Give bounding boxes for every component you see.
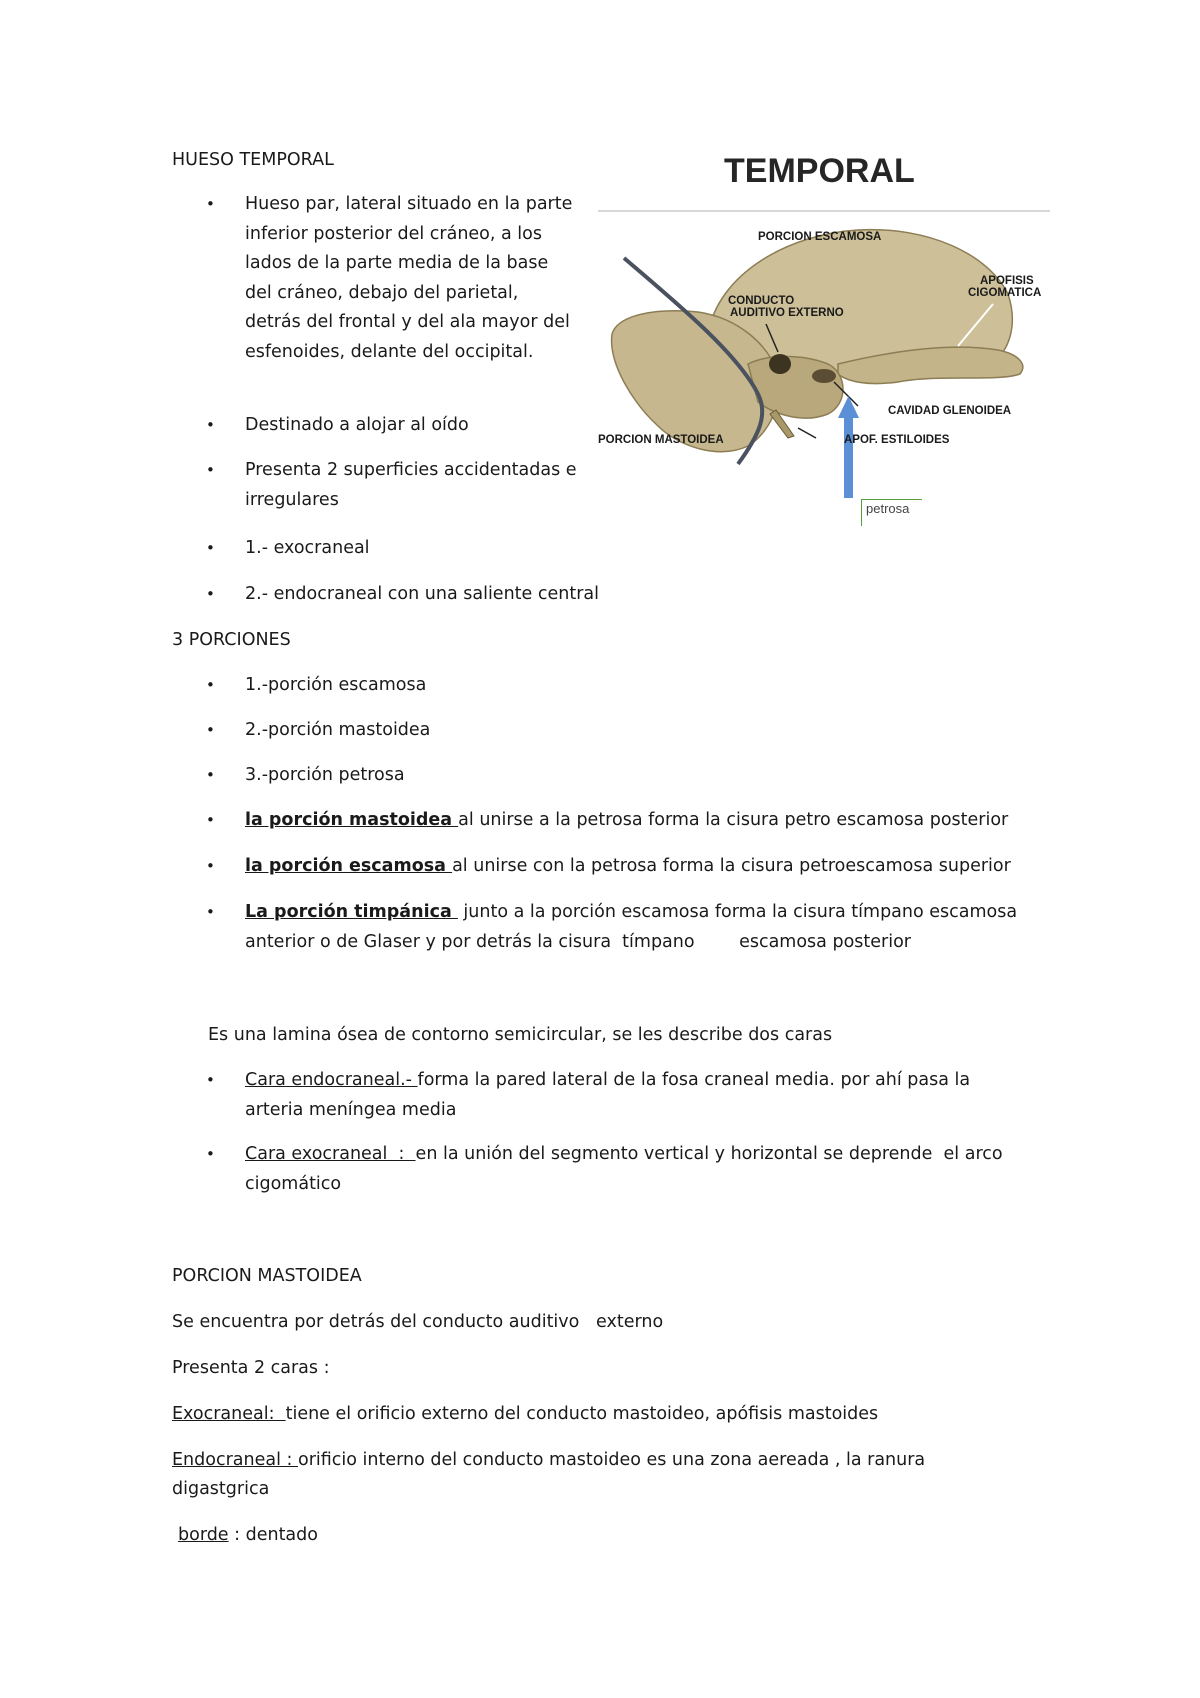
bullet-icon: • — [206, 903, 215, 921]
bullet-icon: • — [206, 766, 215, 784]
list-item: • Hueso par, lateral situado en la parte inferior posterior del cráneo, a los lados de la parte media de la base del cráneo, debajo del parietal, detrás del frontal y del ala mayor del esfenoides, delante del occipital. — [245, 190, 575, 367]
bullet-icon: • — [206, 416, 215, 434]
list-item: • 2.-porción mastoidea — [245, 716, 430, 746]
list-item: • Presenta 2 superficies accidentadas e irregulares — [245, 456, 585, 515]
paragraph: Endocraneal : orificio interno del conducto mastoideo es una zona aereada , la ranura digastgrica — [172, 1450, 926, 1499]
label-porcion-escamosa: PORCION ESCAMOSA — [758, 231, 882, 243]
label-porcion-mastoidea: PORCION MASTOIDEA — [598, 434, 724, 446]
list-item: • 1.- exocraneal — [245, 534, 370, 564]
term: la porción mastoidea — [245, 810, 459, 830]
label-auditivo-externo: AUDITIVO EXTERNO — [730, 307, 844, 319]
section-heading: PORCION MASTOIDEA — [172, 1266, 362, 1286]
paragraph: Es una lamina ósea de contorno semicircular, se les describe dos caras — [208, 1025, 833, 1045]
label-conducto: CONDUCTO — [728, 295, 795, 307]
figure-divider — [598, 210, 1050, 212]
list-item: • la porción escamosa al unirse con la petrosa forma la cisura petroescamosa superior — [245, 852, 1011, 882]
list-item: • 2.- endocraneal con una saliente central — [245, 580, 599, 610]
label-apofisis: APOFISIS — [980, 275, 1034, 287]
bullet-icon: • — [206, 1145, 215, 1163]
bullet-icon: • — [206, 539, 215, 557]
section-heading: 3 PORCIONES — [172, 630, 291, 650]
petrosa-arrow-shaft — [844, 414, 853, 498]
term: Cara exocraneal : — [245, 1144, 416, 1164]
page-title: HUESO TEMPORAL — [172, 150, 334, 170]
paragraph: borde : dentado — [178, 1525, 318, 1545]
bullet-icon: • — [206, 461, 215, 479]
bullet-icon: • — [206, 1071, 215, 1089]
label-apof-estiloides: APOF. ESTILOIDES — [844, 434, 950, 446]
list-item: • 3.-porción petrosa — [245, 761, 405, 791]
list-item: • La porción timpánica junto a la porción escamosa forma la cisura tímpano escamosa anterior o de Glaser y por detrás la cisura tímpano escamosa posterior — [245, 898, 1035, 957]
bullet-icon: • — [206, 195, 215, 213]
figure-title: TEMPORAL — [724, 152, 915, 190]
list-item: • Cara exocraneal : en la unión del segmento vertical y horizontal se deprende el arco cigomático — [245, 1140, 1035, 1199]
glenoid-cavity — [812, 369, 836, 383]
list-item: • Destinado a alojar al oído — [245, 411, 469, 441]
temporal-bone-illustration — [598, 214, 1050, 536]
term: La porción timpánica — [245, 902, 458, 922]
list-item: • 1.-porción escamosa — [245, 671, 426, 701]
paragraph: Exocraneal: tiene el orificio externo del conducto mastoideo, apófisis mastoides — [172, 1404, 879, 1424]
label-cavidad-glenoidea: CAVIDAD GLENOIDEA — [888, 405, 1012, 417]
bullet-icon: • — [206, 811, 215, 829]
paragraph: Presenta 2 caras : — [172, 1358, 330, 1378]
label-cigomatica: CIGOMATICA — [968, 287, 1042, 299]
term: Cara endocraneal.- — [245, 1070, 418, 1090]
list-item: • Cara endocraneal.- forma la pared lateral de la fosa craneal media. por ahí pasa la arteria meníngea media — [245, 1066, 1025, 1125]
bullet-icon: • — [206, 676, 215, 694]
bullet-icon: • — [206, 857, 215, 875]
list-item: • la porción mastoidea al unirse a la petrosa forma la cisura petro escamosa posterior — [245, 806, 1008, 836]
petrosa-note: petrosa — [866, 501, 910, 516]
bullet-icon: • — [206, 721, 215, 739]
temporal-bone-figure — [598, 148, 1050, 536]
bullet-icon: • — [206, 585, 215, 603]
term: la porción escamosa — [245, 856, 453, 876]
auditory-canal — [769, 354, 791, 374]
paragraph: Se encuentra por detrás del conducto auditivo externo — [172, 1312, 664, 1332]
